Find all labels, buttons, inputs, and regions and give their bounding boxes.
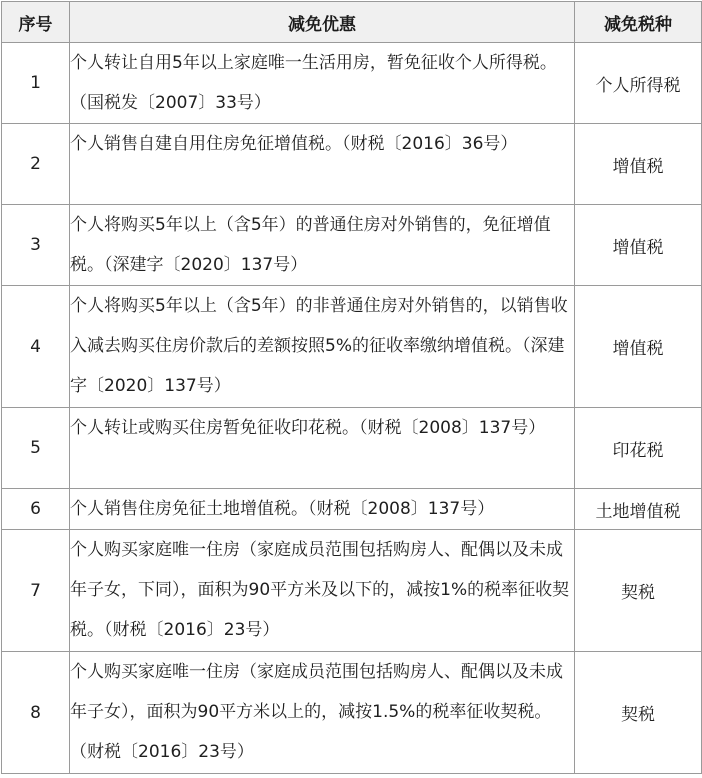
header-relief-description: 减免优惠 [70,2,575,43]
row-tax-type: 增值税 [575,124,702,205]
row-tax-type: 契税 [575,530,702,652]
row-relief-description: 个人将购买5年以上（含5年）的非普通住房对外销售的，以销售收入减去购买住房价款后的差额按照5%的征收率缴纳增值税。（深建字〔2020〕137号） [70,286,575,408]
table-row [2,408,702,489]
row-tax-type: 个人所得税 [575,43,702,124]
row-relief-description: 个人销售自建自用住房免征增值税。（财税〔2016〕36号） [70,124,575,205]
row-relief-description: 个人转让自用5年以上家庭唯一生活用房，暂免征收个人所得税。（国税发〔2007〕33号） [70,43,575,124]
row-tax-type: 增值税 [575,286,702,408]
row-serial-number: 8 [2,652,70,774]
table-row [2,43,702,124]
row-serial-number: 5 [2,408,70,489]
table-row [2,124,702,205]
row-relief-description: 个人销售住房免征土地增值税。（财税〔2008〕137号） [70,489,575,530]
header-tax-type: 减免税种 [575,2,702,43]
row-tax-type: 契税 [575,652,702,774]
table-row [2,286,702,408]
table-row [2,205,702,286]
table-row [2,652,702,774]
row-serial-number: 6 [2,489,70,530]
table-row [2,489,702,530]
row-tax-type: 印花税 [575,408,702,489]
row-relief-description: 个人将购买5年以上（含5年）的普通住房对外销售的，免征增值税。（深建字〔2020〕137号） [70,205,575,286]
row-serial-number: 7 [2,530,70,652]
tax-relief-table [1,1,702,774]
row-serial-number: 4 [2,286,70,408]
table-row [2,530,702,652]
row-tax-type: 增值税 [575,205,702,286]
row-relief-description: 个人购买家庭唯一住房（家庭成员范围包括购房人、配偶以及未成年子女），面积为90平方米以上的，减按1.5%的税率征收契税。（财税〔2016〕23号） [70,652,575,774]
row-tax-type: 土地增值税 [575,489,702,530]
row-serial-number: 3 [2,205,70,286]
row-relief-description: 个人购买家庭唯一住房（家庭成员范围包括购房人、配偶以及未成年子女，下同），面积为90平方米及以下的，减按1%的税率征收契税。（财税〔2016〕23号） [70,530,575,652]
header-serial-number: 序号 [2,2,70,43]
row-serial-number: 1 [2,43,70,124]
table-header-row [2,2,702,43]
row-serial-number: 2 [2,124,70,205]
row-relief-description: 个人转让或购买住房暂免征收印花税。（财税〔2008〕137号） [70,408,575,489]
